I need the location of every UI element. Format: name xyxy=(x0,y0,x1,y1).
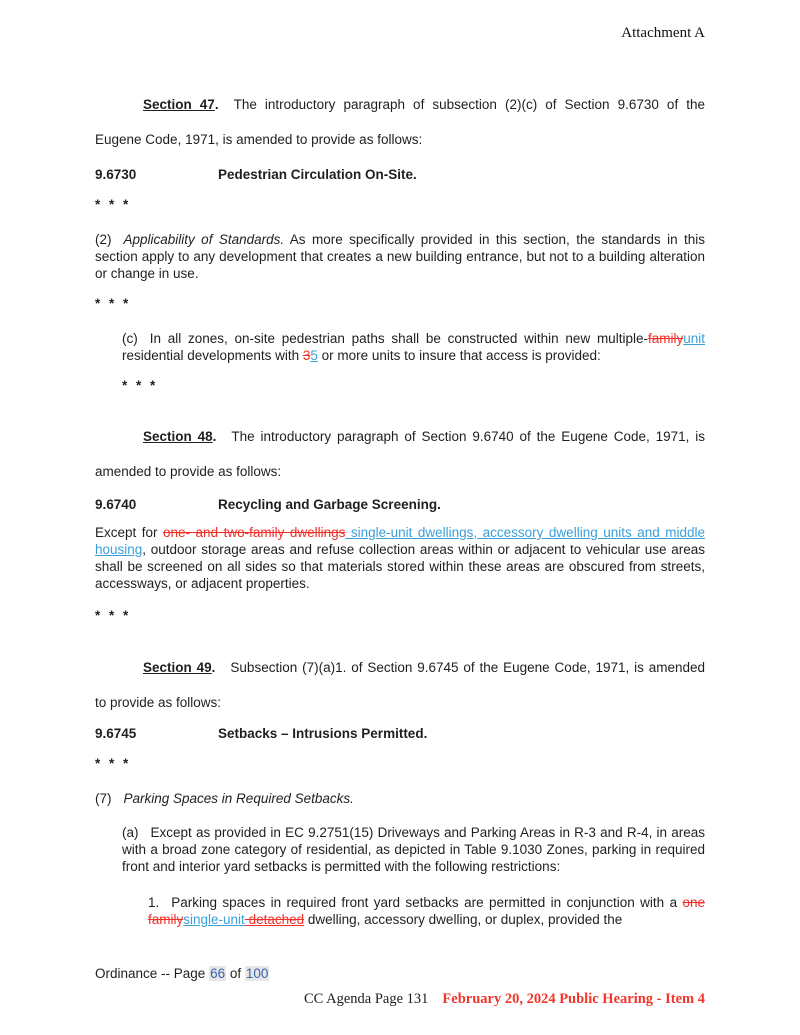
text-run: or more units to insure that access is provided: xyxy=(317,348,601,363)
text-run: Except for xyxy=(95,525,164,540)
section-47-intro xyxy=(95,87,705,157)
text-run: (a) xyxy=(122,825,139,840)
text-run: unit xyxy=(683,331,705,346)
text-run: 5 xyxy=(310,348,318,363)
document-body xyxy=(95,87,705,928)
text-run: As more specifically provided in this section, the standards in this section apply to any development that creates a new building entrance, but not to a building alteration or change in use. xyxy=(95,232,705,281)
section-49-intro xyxy=(95,650,705,720)
text-run: family xyxy=(647,331,684,346)
text-run: * * * xyxy=(95,197,130,212)
text-run: 3 xyxy=(302,348,311,363)
attachment-header: Attachment A xyxy=(621,25,705,41)
text-run: * * * xyxy=(95,296,130,311)
asterisk-separator xyxy=(95,295,705,312)
subsection-2c xyxy=(122,330,705,364)
text-run: * * * xyxy=(122,378,157,393)
text-run: . xyxy=(212,429,217,444)
text-run: * * * xyxy=(95,608,130,623)
text-run: Section 49 xyxy=(143,660,212,675)
text-run: Except as provided in EC 9.2751(15) Driveways and Parking Areas in R-3 and R-4, in areas with a broad zone category of residential, as depicted in Table 9.1030 Zones, parking in required front and interior yard setbacks is permitted with the following restrictions: xyxy=(122,825,705,874)
text-run: * * * xyxy=(95,756,130,771)
text-run: Parking spaces in required front yard setbacks are permitted in conjunction with a xyxy=(171,895,683,910)
section-48-intro xyxy=(95,419,705,489)
text-run: single-unit dwellings, accessory dwelling units and middle housing xyxy=(95,525,706,557)
text-run: Subsection (7)(a)1. of Section 9.6745 of the Eugene Code, 1971, is amended to provide as follows: xyxy=(95,660,706,710)
public-hearing-stamp: February 20, 2024 Public Hearing - Item 4 xyxy=(442,991,705,1007)
of-label: of xyxy=(229,966,242,981)
total-pages-field: 100 xyxy=(245,966,269,981)
text-run: 9.6745 xyxy=(95,726,137,741)
agenda-footer xyxy=(95,990,705,1008)
text-run: . xyxy=(214,97,219,112)
text-run: . xyxy=(211,660,216,675)
text-run: In all zones, on-site pedestrian paths shall be constructed within new multiple- xyxy=(149,331,648,346)
heading-9-6740 xyxy=(95,496,705,513)
asterisk-separator xyxy=(95,196,705,213)
asterisk-separator xyxy=(95,607,705,624)
section-9-6740-body xyxy=(95,524,705,592)
subsection-7a1 xyxy=(148,894,705,928)
text-run: Setbacks – Intrusions Permitted. xyxy=(218,726,428,741)
text-run: 1. xyxy=(148,895,160,910)
text-run: (c) xyxy=(122,331,138,346)
cc-agenda-page-label: CC Agenda Page 131 xyxy=(303,991,429,1007)
asterisk-separator xyxy=(122,377,705,394)
text-run: Recycling and Garbage Screening. xyxy=(218,497,441,512)
asterisk-separator xyxy=(95,755,705,772)
text-run: Parking Spaces in Required Setbacks. xyxy=(123,791,354,806)
text-run: Pedestrian Circulation On-Site. xyxy=(218,167,417,182)
heading-9-6745 xyxy=(95,725,705,742)
subsection-2 xyxy=(95,231,705,282)
heading-9-6730 xyxy=(95,166,705,183)
current-page-field: 66 xyxy=(210,966,226,981)
text-run: single-unit xyxy=(183,912,245,927)
text-run: The introductory paragraph of Section 9.6740 of the Eugene Code, 1971, is amended to provide as follows: xyxy=(95,429,706,479)
text-run: residential developments with xyxy=(122,348,303,363)
subsection-7a xyxy=(122,824,705,875)
text-run: , outdoor storage areas and refuse collection areas within or adjacent to vehicular use areas shall be screened on all sides so that materials stored within these areas are obscured from streets, accessways, or adjacent properties. xyxy=(95,542,705,591)
text-run: The introductory paragraph of subsection (2)(c) of Section 9.6730 of the Eugene Code, 1971, is amended to provide as follows: xyxy=(95,97,705,147)
text-run: one family xyxy=(148,895,705,927)
text-run: 9.6730 xyxy=(95,167,137,182)
text-run: Applicability of Standards. xyxy=(123,232,285,247)
text-run: Section 47 xyxy=(143,97,215,112)
text-run: 9.6740 xyxy=(95,497,137,512)
text-run: (7) xyxy=(95,791,112,806)
text-run: one- and two-family dwellings xyxy=(163,525,346,540)
ordinance-page-footer xyxy=(95,965,705,982)
text-run: (2) xyxy=(95,232,112,247)
text-run: detached xyxy=(244,912,305,927)
subsection-7 xyxy=(95,790,705,807)
text-run: dwelling, accessory dwelling, or duplex, provided the xyxy=(304,912,623,927)
ordinance-page-prefix: Ordinance -- Page xyxy=(95,966,206,981)
text-run: Section 48 xyxy=(143,429,213,444)
